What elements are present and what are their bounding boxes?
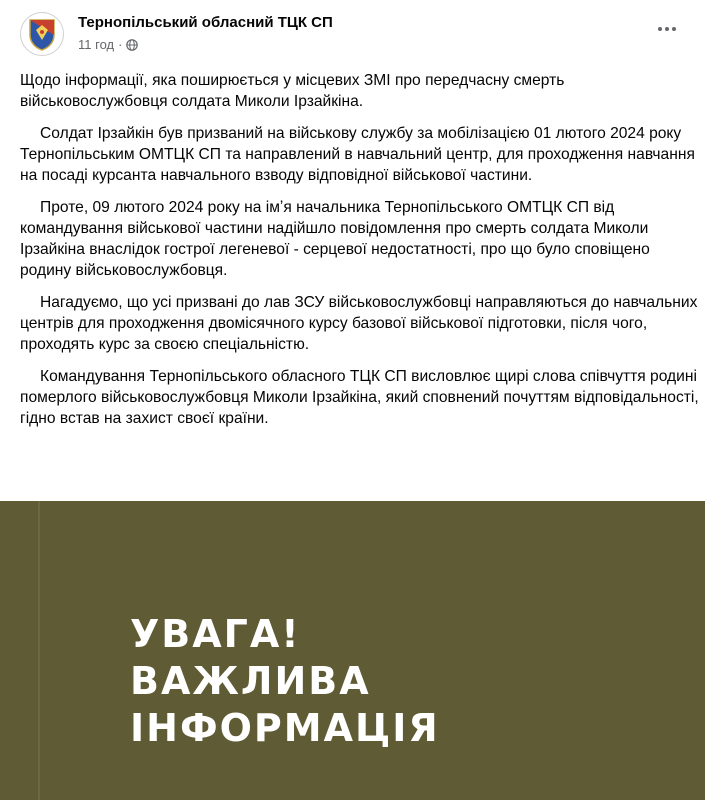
banner-line-1: УВАГА! (130, 612, 301, 656)
post-paragraph: Проте, 09 лютого 2024 року на імʼя начальника Тернопільського ОМТЦК СП від командування військової частини надійшло повідомлення про смерть солдата Миколи Ірзайкіна внаслідок гострої легеневої - серцевої недостатності, про що було сповіщено родину військовослужбовця. (20, 199, 650, 279)
post-paragraph: Командування Тернопільського обласного ТЦК СП висловлює щирі слова співчуття родині померлого військовослужбовця Миколи Ірзайкіна, який сповнений почуттям відповідальності, гідно встав на захист своєї країни. (20, 368, 699, 427)
post-paragraph: Нагадуємо, що усі призвані до лав ЗСУ військовослужбовці направляються до навчальних центрів для проходження двомісячного курсу базової військової підготовки, після чого, проходять курс за своєю спеціальністю. (20, 294, 698, 353)
post-author[interactable]: Тернопільський обласний ТЦК СП (78, 14, 333, 31)
post-text (20, 70, 700, 440)
banner-divider (38, 501, 40, 800)
post-header (20, 10, 690, 60)
banner-line-3: ІНФОРМАЦІЯ (130, 706, 440, 750)
post-time[interactable]: 11 год (78, 37, 115, 52)
post-paragraph: Солдат Ірзайкін був призваний на військову службу за мобілізацією 01 лютого 2024 року Тернопільським ОМТЦК СП та направлений в навчальний центр, для проходження навчання на посаді курсанта навчального взводу відповідної військової частини. (20, 125, 695, 184)
more-options-icon[interactable] (652, 14, 682, 44)
banner-headline (130, 611, 440, 752)
globe-icon (126, 39, 138, 51)
banner-line-2: ВАЖЛИВА (130, 659, 371, 703)
coat-of-arms-icon (21, 13, 63, 55)
post-image-banner[interactable] (0, 501, 705, 800)
post-meta: 11 год · (78, 37, 138, 52)
post-paragraph: Щодо інформації, яка поширюється у місцевих ЗМІ про передчасну смерть військовослужбовця солдата Миколи Ірзайкіна. (20, 72, 565, 110)
page-avatar[interactable] (20, 12, 64, 56)
